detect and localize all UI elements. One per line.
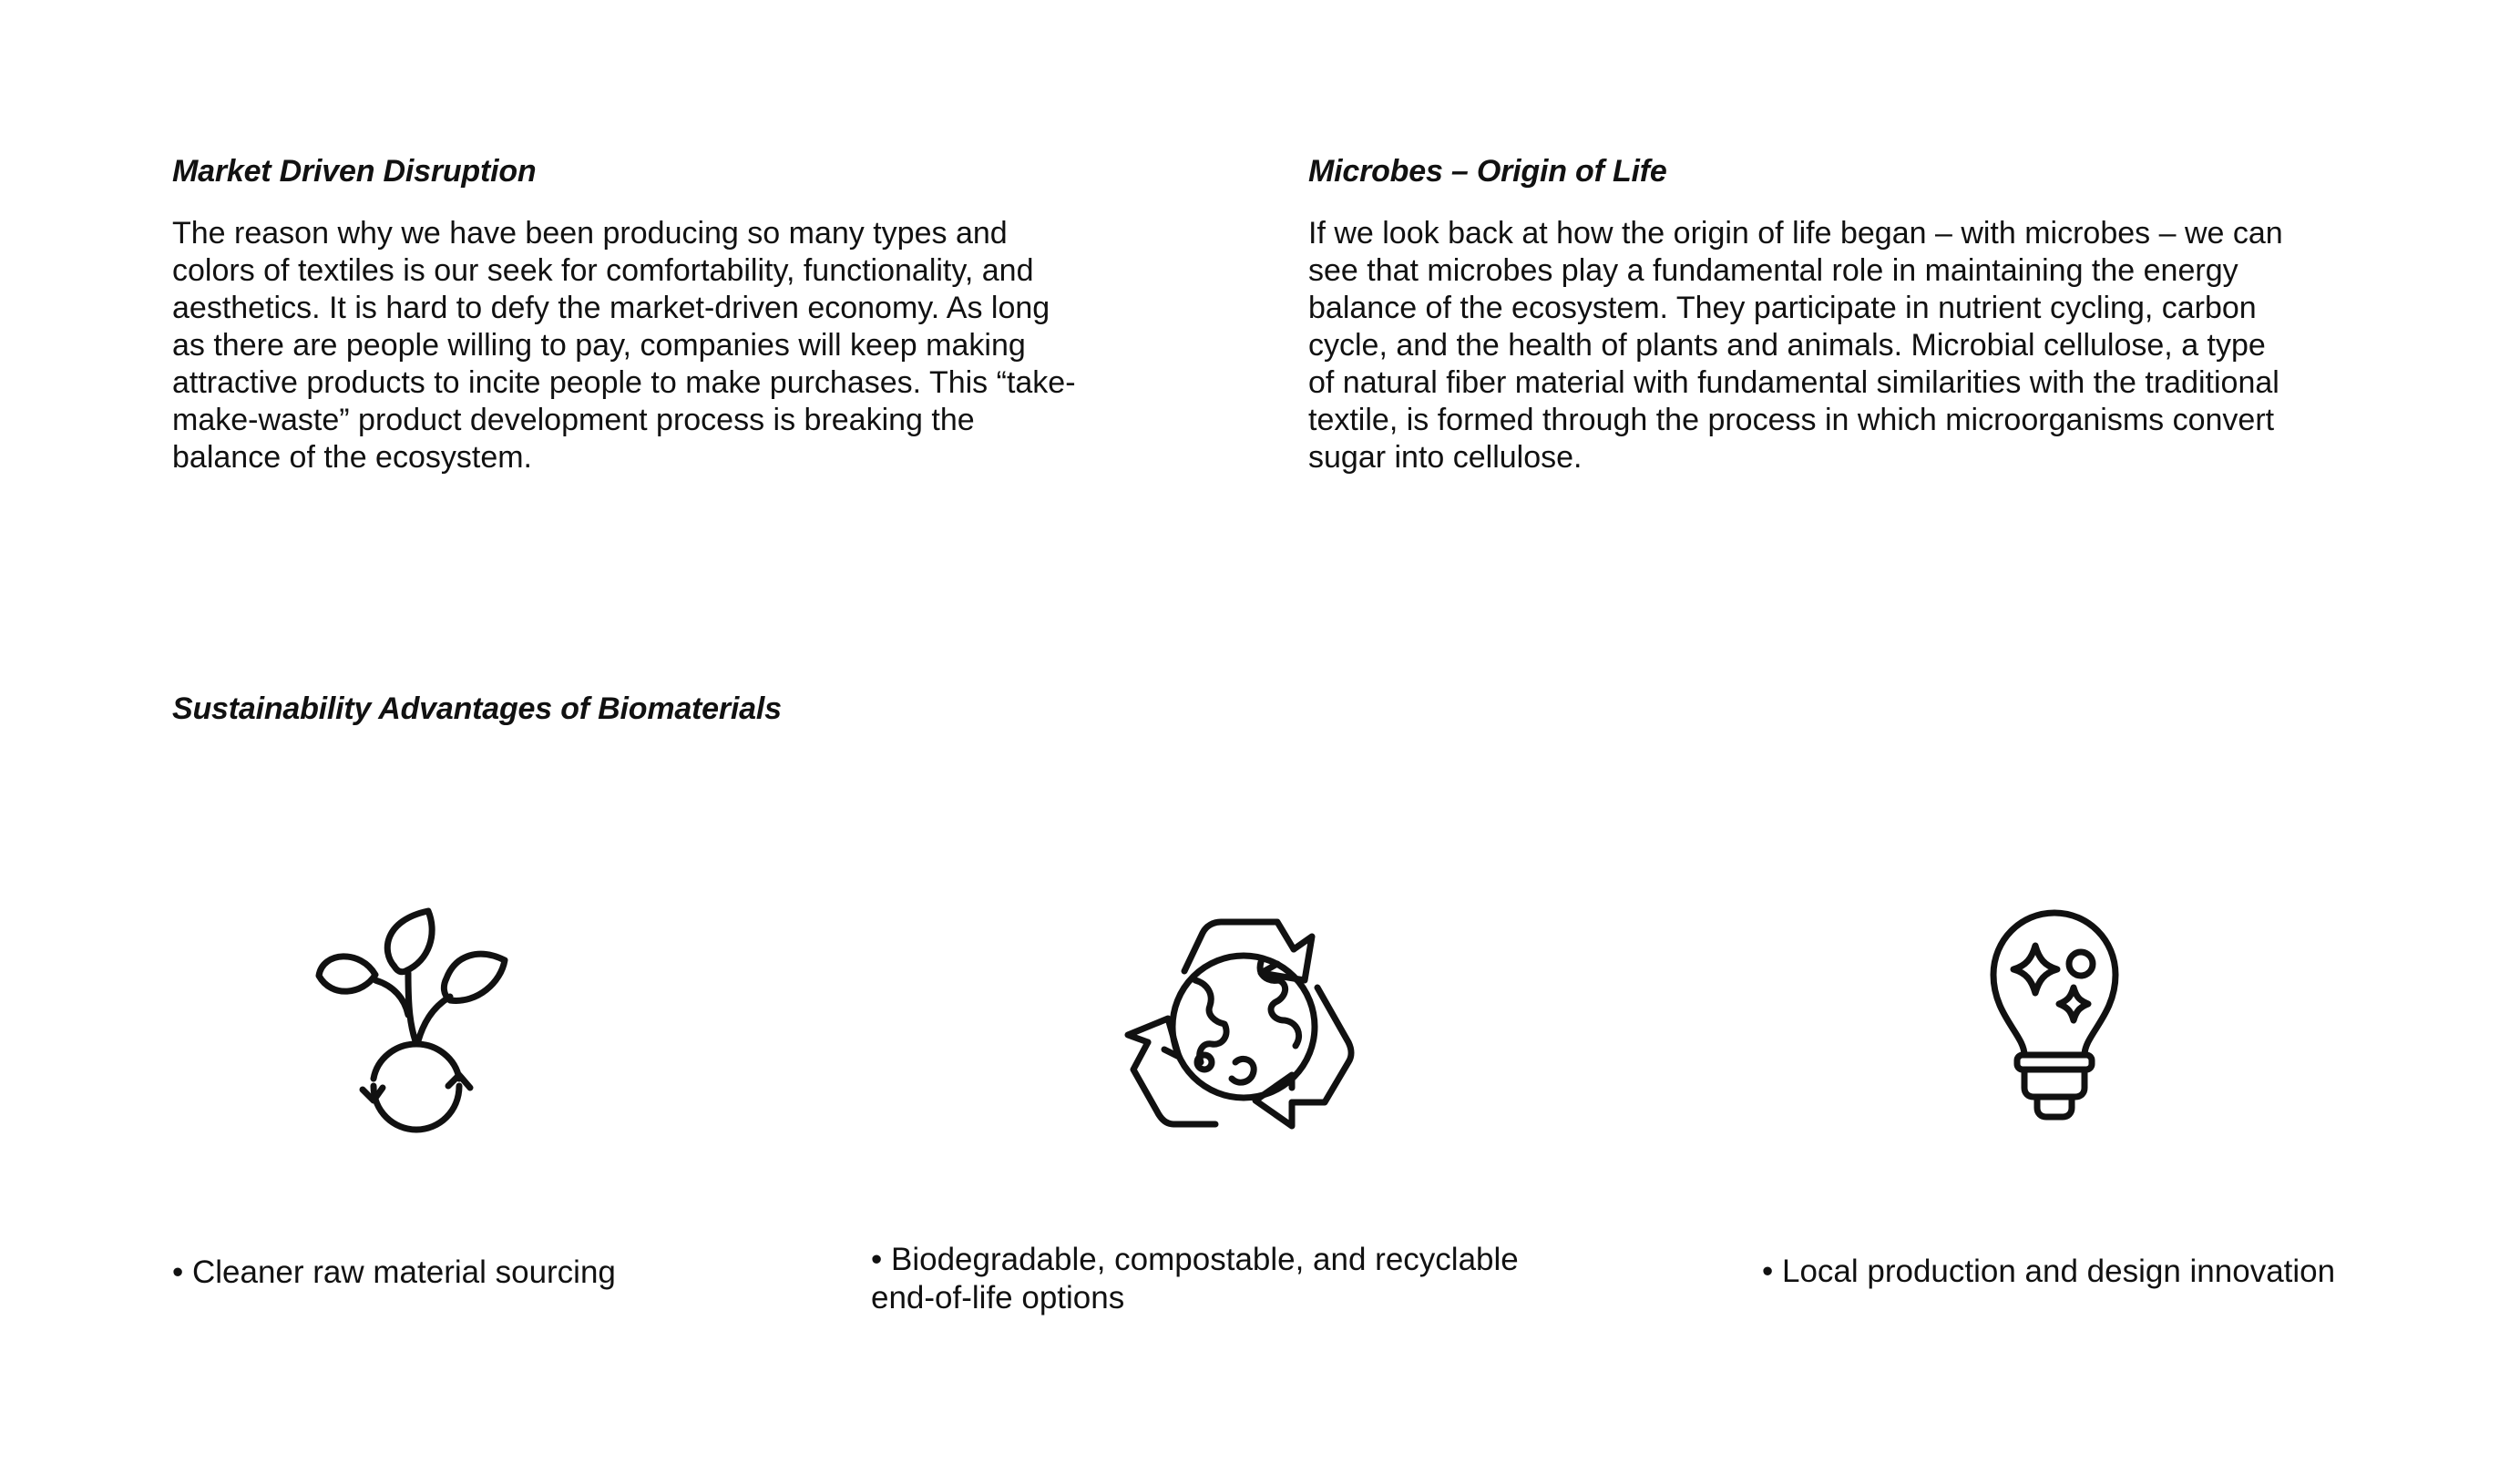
lightbulb-icon bbox=[1986, 907, 2123, 1135]
microbes-line: cycle, and the health of plants and animals. Microbial cellulose, a type bbox=[1308, 328, 2266, 363]
microbes-line: see that microbes play a fundamental role in maintaining the energy bbox=[1308, 253, 2238, 288]
market-line: as there are people willing to pay, companies will keep making bbox=[172, 328, 1026, 363]
market-heading: Market Driven Disruption bbox=[172, 154, 537, 189]
advantage-item-end-of-life bbox=[871, 1241, 1519, 1317]
advantage-item-local-production bbox=[1762, 1253, 2335, 1291]
recycle-globe-icon bbox=[1124, 907, 1363, 1146]
advantage-item-text: • Biodegradable, compostable, and recyclable bbox=[871, 1242, 1519, 1277]
microbes-line: balance of the ecosystem. They participate in nutrient cycling, carbon bbox=[1308, 291, 2257, 325]
advantage-item-text: end-of-life options bbox=[871, 1280, 1125, 1316]
microbes-line: textile, is formed through the process in which microorganisms convert bbox=[1308, 403, 2275, 437]
market-line: aesthetics. It is hard to defy the market-driven economy. As long bbox=[172, 291, 1050, 325]
sprout-cycle-icon bbox=[310, 907, 519, 1140]
market-line: colors of textiles is our seek for comfortability, functionality, and bbox=[172, 253, 1034, 288]
microbes-line: sugar into cellulose. bbox=[1308, 440, 1583, 475]
advantage-item-text: • Cleaner raw material sourcing bbox=[172, 1254, 616, 1290]
microbes-line: of natural fiber material with fundamental similarities with the traditional bbox=[1308, 365, 2279, 400]
advantage-item-text: • Local production and design innovation bbox=[1762, 1254, 2336, 1289]
microbes-heading: Microbes – Origin of Life bbox=[1308, 154, 1667, 189]
microbes-line: If we look back at how the origin of life began – with microbes – we can bbox=[1308, 216, 2283, 251]
market-line: make-waste” product development process is breaking the bbox=[172, 403, 975, 437]
advantages-heading: Sustainability Advantages of Biomaterials bbox=[172, 691, 782, 726]
market-line: balance of the ecosystem. bbox=[172, 440, 533, 475]
advantage-item-sourcing bbox=[172, 1254, 616, 1292]
market-paragraph bbox=[172, 215, 1193, 476]
market-line: attractive products to incite people to make purchases. This “take- bbox=[172, 365, 1076, 400]
market-line: The reason why we have been producing so many types and bbox=[172, 216, 1008, 251]
microbes-paragraph bbox=[1308, 215, 2383, 476]
